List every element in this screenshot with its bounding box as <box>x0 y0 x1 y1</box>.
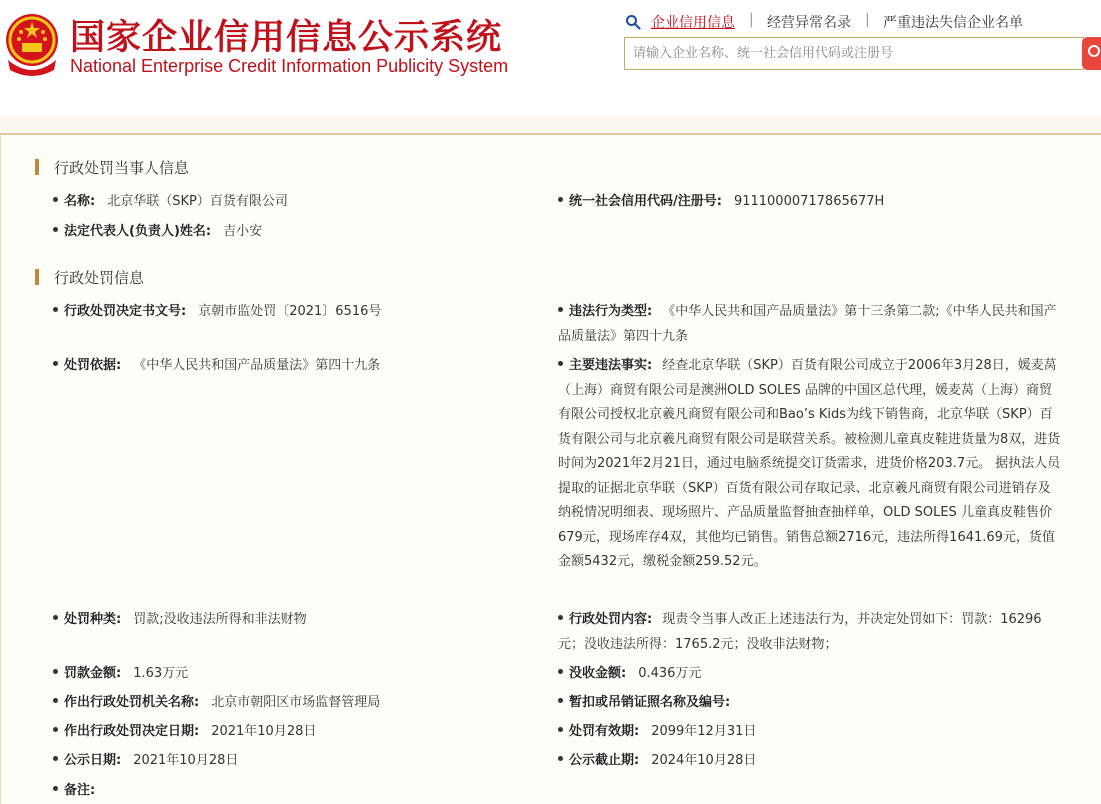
field-value: 《中华人民共和国产品质量法》第十三条第二款;《中华人民共和国产品质量法》第四十九条 <box>558 304 1057 344</box>
field-label: 备注: <box>64 783 96 798</box>
nav-link-serious-violation-list[interactable]: 严重违法失信企业名单 <box>883 15 1023 31</box>
field-value: 北京市朝阳区市场监督管理局 <box>211 695 381 710</box>
bullet-icon <box>558 307 563 312</box>
national-emblem-icon[interactable] <box>4 10 60 76</box>
bullet-icon <box>53 227 58 232</box>
bullet-icon <box>558 669 563 674</box>
field-violation-type <box>558 300 1063 349</box>
site-title-en: National Enterprise Credit Information Publicity System <box>70 56 509 76</box>
field-penalty-type <box>53 608 533 633</box>
field-label: 作出行政处罚机关名称: <box>64 695 200 710</box>
field-confiscated-amount <box>558 662 701 687</box>
field-label: 违法行为类型: <box>569 304 653 319</box>
field-label: 名称: <box>64 194 96 209</box>
site-title-cn: 国家企业信用信息公示系统 <box>70 18 503 58</box>
field-basis <box>53 354 533 379</box>
bullet-icon <box>558 727 563 732</box>
field-label: 处罚有效期: <box>569 724 640 739</box>
bullet-icon <box>53 756 58 761</box>
bullet-icon <box>53 669 58 674</box>
field-label: 罚款金额: <box>64 666 122 681</box>
field-value: 北京华联（SKP）百货有限公司 <box>107 194 288 209</box>
field-legal-rep <box>53 220 262 245</box>
nav-separator: | <box>749 12 754 28</box>
field-publish-end <box>558 749 756 774</box>
field-value: 91110000717865677H <box>733 194 885 209</box>
site-header <box>0 0 1101 116</box>
field-publish-date <box>53 749 238 774</box>
field-label: 处罚依据: <box>64 358 122 373</box>
field-label: 没收金额: <box>569 666 627 681</box>
field-authority <box>53 691 380 716</box>
section-title-text: 行政处罚信息 <box>54 269 145 287</box>
field-label: 作出行政处罚决定日期: <box>64 724 200 739</box>
search-button[interactable] <box>1082 37 1101 70</box>
search-box <box>624 37 1084 70</box>
field-value: 京朝市监处罚〔2021〕6516号 <box>198 304 382 319</box>
field-label: 统一社会信用代码/注册号: <box>569 194 722 209</box>
field-value: 1.63万元 <box>133 666 189 681</box>
bullet-icon <box>53 615 58 620</box>
bullet-icon <box>53 698 58 703</box>
nav-separator: | <box>865 12 870 28</box>
field-decision-date <box>53 720 316 745</box>
field-main-facts <box>558 354 1063 575</box>
bullet-icon <box>558 197 563 202</box>
field-remarks <box>53 779 107 804</box>
section-title-text: 行政处罚当事人信息 <box>54 159 190 177</box>
field-label: 公示日期: <box>64 753 122 768</box>
bullet-icon <box>53 361 58 366</box>
field-value: 罚款;没收违法所得和非法财物 <box>133 612 307 627</box>
field-value: 2021年10月28日 <box>133 753 239 768</box>
field-license-revoked <box>558 691 742 716</box>
nav-link-enterprise-credit[interactable]: 企业信用信息 <box>651 15 735 31</box>
section-bar <box>35 159 39 175</box>
bullet-icon <box>53 727 58 732</box>
field-value: 现责令当事人改正上述违法行为，并决定处罚如下：罚款：16296元；没收违法所得：1765.2元；没收非法财物； <box>558 612 1042 652</box>
field-fine-amount <box>53 662 188 687</box>
bullet-icon <box>558 361 563 366</box>
field-penalty-content <box>558 608 1048 657</box>
field-value: 《中华人民共和国产品质量法》第四十九条 <box>133 358 381 373</box>
field-label: 行政处罚决定书文号: <box>64 304 187 319</box>
content-panel <box>0 135 1101 804</box>
field-value: 2024年10月28日 <box>651 753 757 768</box>
bullet-icon <box>53 307 58 312</box>
bullet-icon <box>558 615 563 620</box>
bullet-icon <box>53 786 58 791</box>
field-label: 主要违法事实: <box>569 358 653 373</box>
field-valid-until <box>558 720 756 745</box>
field-value: 吉小安 <box>223 224 263 239</box>
bullet-icon <box>558 698 563 703</box>
field-label: 行政处罚内容: <box>569 612 653 627</box>
search-icon <box>1082 37 1101 70</box>
field-label: 处罚种类: <box>64 612 122 627</box>
field-credit-code <box>558 190 884 215</box>
search-icon <box>625 14 641 30</box>
field-label: 暂扣或吊销证照名称及编号: <box>569 695 731 710</box>
field-label: 法定代表人(负责人)姓名: <box>64 224 212 239</box>
section-bar <box>35 269 39 285</box>
field-label: 公示截止期: <box>569 753 640 768</box>
header-band <box>0 116 1101 133</box>
field-value: 经查北京华联（SKP）百货有限公司成立于2006年3月28日，媛麦莴（上海）商贸有限公司是澳洲OLD SOLES 品牌的中国区总代理，媛麦莴（上海）商贸有限公司授权北京羲凡商贸有限公司和Bao’s Kids为线下销售商，北京华联（SKP）百货有限公司与北京羲凡商贸有限公司是联营关系。被检测儿童真皮鞋进货量为8双，进货时间为2021年2月21日，通过电脑系统提交订货需求，进货价格203.7元。 据执法人员提取的证据北京华联（SKP）百货有限公司存取记录、北京羲凡商贸有限公司进销存及纳税情况明细表、现场照片、产品质量监督抽查抽样单，OLD SOLES 儿童真皮鞋售价679元，现场库存4双，其他均已销售。销售总额2716元，违法所得1641.69元，货值金额5432元，缴税金额259.52元。 <box>558 358 1061 569</box>
field-decision-no <box>53 300 533 325</box>
bullet-icon <box>53 197 58 202</box>
nav-link-abnormal-list[interactable]: 经营异常名录 <box>767 15 851 31</box>
field-value: 2021年10月28日 <box>211 724 317 739</box>
bullet-icon <box>558 756 563 761</box>
search-input[interactable] <box>625 38 1091 69</box>
field-value: 0.436万元 <box>638 666 702 681</box>
field-name <box>53 190 288 215</box>
field-value: 2099年12月31日 <box>651 724 757 739</box>
